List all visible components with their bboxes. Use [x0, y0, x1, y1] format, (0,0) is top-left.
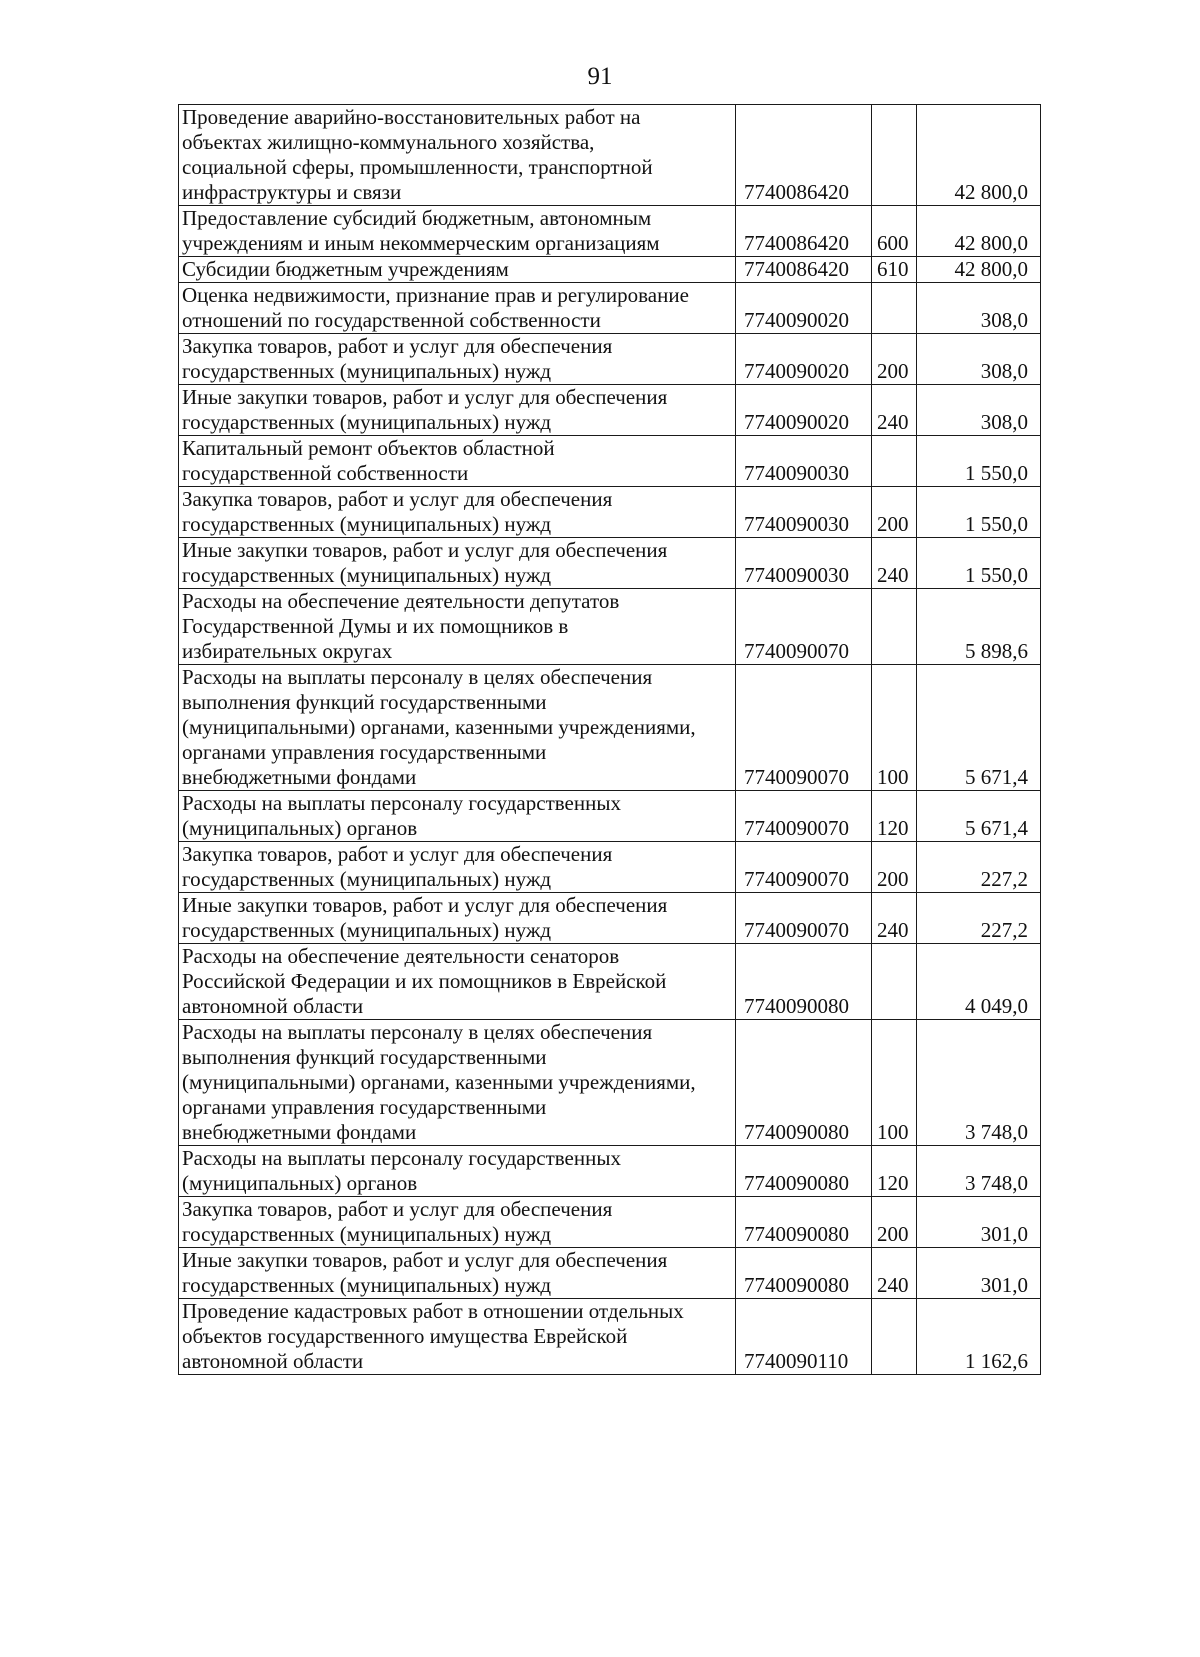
expense-name-cell — [179, 1197, 736, 1248]
target-article-code-text: 7740086420 — [744, 257, 849, 281]
amount-text: 227,2 — [980, 918, 1028, 942]
amount-cell — [917, 665, 1041, 791]
target-article-code-cell — [736, 257, 872, 283]
expense-type-cell — [872, 1020, 917, 1146]
table-row — [179, 1020, 1041, 1146]
amount-text: 1 162,6 — [965, 1349, 1028, 1373]
target-article-code-text: 7740090070 — [744, 867, 849, 891]
amount-cell — [917, 206, 1041, 257]
expense-type-cell — [872, 283, 917, 334]
target-article-code-cell — [736, 385, 872, 436]
amount-text: 3 748,0 — [965, 1171, 1028, 1195]
amount-cell — [917, 105, 1041, 206]
target-article-code-text: 7740090070 — [744, 816, 849, 840]
expense-type-cell — [872, 842, 917, 893]
target-article-code-text: 7740090030 — [744, 563, 849, 587]
target-article-code-cell — [736, 105, 872, 206]
expense-type-text: 240 — [877, 1273, 909, 1297]
expense-name-text: Расходы на обеспечение деятельности депутатов Государственной Думы и их помощников в избирательных округах — [182, 589, 620, 663]
table-row — [179, 893, 1041, 944]
amount-text: 301,0 — [980, 1273, 1028, 1297]
target-article-code-cell — [736, 436, 872, 487]
expense-name-cell — [179, 385, 736, 436]
target-article-code-cell — [736, 206, 872, 257]
expense-type-cell — [872, 538, 917, 589]
expense-name-text: Субсидии бюджетным учреждениям — [182, 257, 509, 281]
amount-text: 1 550,0 — [965, 512, 1028, 536]
expense-type-text: 200 — [877, 359, 909, 383]
table-row — [179, 842, 1041, 893]
table-row — [179, 1299, 1041, 1375]
amount-cell — [917, 487, 1041, 538]
target-article-code-text: 7740090020 — [744, 359, 849, 383]
target-article-code-cell — [736, 791, 872, 842]
target-article-code-text: 7740086420 — [744, 180, 849, 204]
expense-name-text: Расходы на выплаты персоналу государственных (муниципальных) органов — [182, 791, 621, 840]
target-article-code-text: 7740090030 — [744, 461, 849, 485]
expense-type-text: 120 — [877, 816, 909, 840]
table-row — [179, 665, 1041, 791]
expense-name-text: Расходы на выплаты персоналу в целях обеспечения выполнения функций государственными (муниципальными) органами, казенными учреждениями, органами управления государственными внебюджетными фондами — [182, 1020, 696, 1144]
expense-type-text: 200 — [877, 1222, 909, 1246]
expense-name-text: Закупка товаров, работ и услуг для обеспечения государственных (муниципальных) нужд — [182, 487, 613, 536]
amount-text: 308,0 — [980, 410, 1028, 434]
expense-type-cell — [872, 589, 917, 665]
table-row — [179, 1197, 1041, 1248]
target-article-code-cell — [736, 893, 872, 944]
expense-name-cell — [179, 1299, 736, 1375]
expense-type-cell — [872, 1197, 917, 1248]
amount-text: 227,2 — [980, 867, 1028, 891]
expense-name-text: Закупка товаров, работ и услуг для обеспечения государственных (муниципальных) нужд — [182, 1197, 613, 1246]
expense-type-text: 200 — [877, 867, 909, 891]
expense-name-cell — [179, 791, 736, 842]
target-article-code-text: 7740090020 — [744, 410, 849, 434]
page-number: 91 — [587, 63, 613, 90]
target-article-code-cell — [736, 487, 872, 538]
expense-name-cell — [179, 842, 736, 893]
expense-type-text: 240 — [877, 918, 909, 942]
table-row — [179, 791, 1041, 842]
target-article-code-cell — [736, 334, 872, 385]
expense-name-cell — [179, 944, 736, 1020]
expense-name-cell — [179, 589, 736, 665]
amount-text: 5 671,4 — [965, 765, 1028, 789]
table-row — [179, 1146, 1041, 1197]
amount-cell — [917, 538, 1041, 589]
expense-name-cell — [179, 206, 736, 257]
target-article-code-cell — [736, 842, 872, 893]
amount-text: 42 800,0 — [954, 231, 1028, 255]
expense-type-cell — [872, 791, 917, 842]
table-row — [179, 487, 1041, 538]
amount-cell — [917, 334, 1041, 385]
amount-cell — [917, 385, 1041, 436]
expense-name-text: Иные закупки товаров, работ и услуг для обеспечения государственных (муниципальных) нужд — [182, 538, 668, 587]
expense-type-cell — [872, 257, 917, 283]
expense-type-cell — [872, 1248, 917, 1299]
expense-name-text: Расходы на выплаты персоналу государственных (муниципальных) органов — [182, 1146, 621, 1195]
expense-name-cell — [179, 105, 736, 206]
target-article-code-cell — [736, 1299, 872, 1375]
target-article-code-text: 7740090080 — [744, 1222, 849, 1246]
expense-name-cell — [179, 257, 736, 283]
target-article-code-cell — [736, 538, 872, 589]
amount-text: 42 800,0 — [954, 257, 1028, 281]
amount-cell — [917, 1146, 1041, 1197]
expense-type-cell — [872, 206, 917, 257]
table-row — [179, 1248, 1041, 1299]
expense-type-text: 100 — [877, 765, 909, 789]
expense-type-cell — [872, 487, 917, 538]
amount-text: 308,0 — [980, 359, 1028, 383]
amount-text: 301,0 — [980, 1222, 1028, 1246]
amount-cell — [917, 436, 1041, 487]
expense-name-cell — [179, 487, 736, 538]
table-row — [179, 944, 1041, 1020]
amount-cell — [917, 1299, 1041, 1375]
expense-name-text: Закупка товаров, работ и услуг для обеспечения государственных (муниципальных) нужд — [182, 334, 613, 383]
expense-type-text: 610 — [877, 257, 909, 281]
table-row — [179, 283, 1041, 334]
amount-text: 4 049,0 — [965, 994, 1028, 1018]
table-row — [179, 206, 1041, 257]
amount-text: 1 550,0 — [965, 461, 1028, 485]
expense-type-cell — [872, 893, 917, 944]
target-article-code-text: 7740090030 — [744, 512, 849, 536]
target-article-code-text: 7740086420 — [744, 231, 849, 255]
target-article-code-cell — [736, 1197, 872, 1248]
expense-type-text: 200 — [877, 512, 909, 536]
table-body — [179, 105, 1041, 1375]
target-article-code-text: 7740090080 — [744, 1171, 849, 1195]
expense-name-cell — [179, 1146, 736, 1197]
table-row — [179, 105, 1041, 206]
amount-cell — [917, 1020, 1041, 1146]
amount-text: 5 898,6 — [965, 639, 1028, 663]
expense-type-text: 120 — [877, 1171, 909, 1195]
amount-cell — [917, 842, 1041, 893]
expense-name-cell — [179, 334, 736, 385]
expense-name-cell — [179, 665, 736, 791]
amount-text: 3 748,0 — [965, 1120, 1028, 1144]
expense-name-text: Проведение кадастровых работ в отношении отдельных объектов государственного имущества Еврейской автономной области — [182, 1299, 684, 1373]
amount-cell — [917, 283, 1041, 334]
amount-cell — [917, 791, 1041, 842]
target-article-code-cell — [736, 665, 872, 791]
expense-name-text: Проведение аварийно-восстановительных работ на объектах жилищно-коммунального хозяйства, социальной сферы, промышленности, транспортной инфраструктуры и связи — [182, 105, 653, 204]
expense-type-cell — [872, 665, 917, 791]
expense-type-text: 240 — [877, 563, 909, 587]
expense-name-text: Предоставление субсидий бюджетным, автономным учреждениям и иным некоммерческим организациям — [182, 206, 660, 255]
expense-type-cell — [872, 436, 917, 487]
amount-text: 42 800,0 — [954, 180, 1028, 204]
target-article-code-text: 7740090020 — [744, 308, 849, 332]
amount-cell — [917, 944, 1041, 1020]
expense-type-cell — [872, 944, 917, 1020]
target-article-code-text: 7740090080 — [744, 1120, 849, 1144]
expense-type-cell — [872, 1146, 917, 1197]
expense-type-cell — [872, 385, 917, 436]
expense-name-cell — [179, 538, 736, 589]
target-article-code-text: 7740090070 — [744, 765, 849, 789]
target-article-code-text: 7740090110 — [744, 1349, 849, 1373]
expense-type-text: 100 — [877, 1120, 909, 1144]
amount-text: 1 550,0 — [965, 563, 1028, 587]
table-row — [179, 385, 1041, 436]
expense-name-text: Расходы на выплаты персоналу в целях обеспечения выполнения функций государственными (муниципальными) органами, казенными учреждениями, органами управления государственными внебюджетными фондами — [182, 665, 696, 789]
table-row — [179, 538, 1041, 589]
expense-name-cell — [179, 1020, 736, 1146]
expense-name-text: Расходы на обеспечение деятельности сенаторов Российской Федерации и их помощников в Еврейской автономной области — [182, 944, 667, 1018]
table-row — [179, 257, 1041, 283]
expense-type-cell — [872, 334, 917, 385]
amount-text: 5 671,4 — [965, 816, 1028, 840]
amount-text: 308,0 — [980, 308, 1028, 332]
amount-cell — [917, 893, 1041, 944]
table-row — [179, 589, 1041, 665]
expense-name-cell — [179, 283, 736, 334]
expense-type-cell — [872, 1299, 917, 1375]
amount-cell — [917, 1197, 1041, 1248]
expense-type-cell — [872, 105, 917, 206]
expense-type-text: 240 — [877, 410, 909, 434]
target-article-code-cell — [736, 1020, 872, 1146]
expense-name-cell — [179, 1248, 736, 1299]
expense-name-text: Закупка товаров, работ и услуг для обеспечения государственных (муниципальных) нужд — [182, 842, 613, 891]
target-article-code-cell — [736, 283, 872, 334]
target-article-code-text: 7740090070 — [744, 639, 849, 663]
table-row — [179, 436, 1041, 487]
expense-name-text: Иные закупки товаров, работ и услуг для обеспечения государственных (муниципальных) нужд — [182, 385, 668, 434]
target-article-code-text: 7740090080 — [744, 994, 849, 1018]
expense-name-cell — [179, 893, 736, 944]
expense-type-text: 600 — [877, 231, 909, 255]
amount-cell — [917, 1248, 1041, 1299]
table-row — [179, 334, 1041, 385]
expense-name-text: Иные закупки товаров, работ и услуг для обеспечения государственных (муниципальных) нужд — [182, 1248, 668, 1297]
expense-name-text: Иные закупки товаров, работ и услуг для обеспечения государственных (муниципальных) нужд — [182, 893, 668, 942]
target-article-code-text: 7740090080 — [744, 1273, 849, 1297]
target-article-code-text: 7740090070 — [744, 918, 849, 942]
amount-cell — [917, 589, 1041, 665]
target-article-code-cell — [736, 1146, 872, 1197]
expense-name-text: Оценка недвижимости, признание прав и регулирование отношений по государственной собственности — [182, 283, 689, 332]
target-article-code-cell — [736, 1248, 872, 1299]
target-article-code-cell — [736, 589, 872, 665]
budget-table — [178, 104, 1041, 1375]
expense-name-cell — [179, 436, 736, 487]
target-article-code-cell — [736, 944, 872, 1020]
expense-name-text: Капитальный ремонт объектов областной государственной собственности — [182, 436, 555, 485]
amount-cell — [917, 257, 1041, 283]
